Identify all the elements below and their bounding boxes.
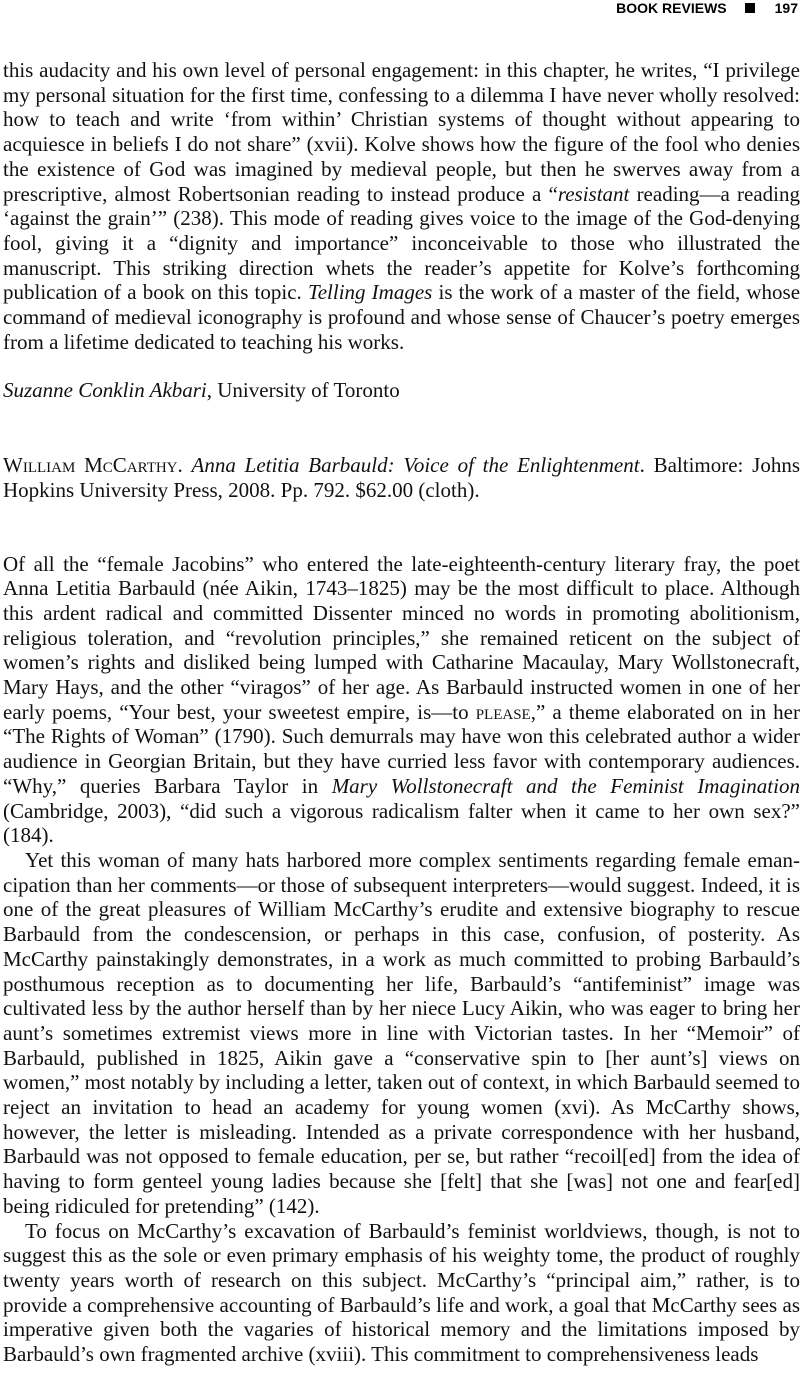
previous-review-closing-paragraph: this audacity and his own level of personal engagement: in this chapter, he writes, “I privilege my personal situation for the first time, confessing to a dilemma I have never wholly resolved: how to teach and write ‘from within’ Christian systems of thought without appearing to acquiesce in beliefs I do not share” (xvii). Kolve shows how the figure of the fool who denies the existence of God was imagined by medieval people, but then he swerves away from a prescriptive, almost Robertsonian reading to instead produce a “resistant reading—a reading ‘against the grain’” (238). This mode of reading gives voice to the image of the God-denying fool, giving it a “dignity and importance” inconceivable to those who illustrated the manuscript. This striking direction whets the reader’s appetite for Kolve’s forthcoming publication of a book on this topic. Telling Images is the work of a master of the field, whose command of medieval iconography is profound and whose sense of Chaucer’s poetry emerges from a lifetime dedicated to teaching his works. <box>3 58 800 354</box>
citation-publication: . Baltimore: Johns Hopkins University Press, 2008. Pp. 792. $62.00 (cloth). <box>3 453 800 502</box>
citation-author: William McCarthy <box>3 453 178 478</box>
separator-square-icon <box>745 3 755 13</box>
page-number: 197 <box>774 0 798 16</box>
book-citation: William McCarthy. Anna Letitia Barbauld: Voice of the Enlightenment. Baltimore: Johns Hopkins University Press, 2008. Pp. 792. $62.00 (cloth). <box>3 453 800 502</box>
review-paragraph-3: To focus on McCarthy’s excavation of Barbauld’s feminist worldviews, though, is not to suggest this as the sole or even primary emphasis of his weighty tome, the product of roughly twenty years worth of research on this subject. McCarthy’s “principal aim,” rather, is to provide a comprehensive accounting of Barbauld’s life and work, a goal that McCarthy sees as imperative given both the vagaries of historical memory and the limitations imposed by Barbauld’s own fragmented archive (xviii). This commitment to comprehensiveness leads <box>3 1218 800 1367</box>
citation-title: Anna Letitia Barbauld: Voice of the Enlightenment <box>191 453 640 478</box>
section-title: BOOK REVIEWS <box>616 0 727 16</box>
spacer <box>3 403 800 453</box>
reviewer-signature <box>3 378 800 403</box>
review-paragraph-2: Yet this woman of many hats harbored more complex sentiments regarding female emancipation than her comments—or those of subsequent interpreters—would suggest. Indeed, it is one of the great pleasures of William McCarthy’s erudite and extensive biography to rescue Barbauld from the condescension, or perhaps in this case, confusion, of posterity. As McCarthy painstakingly demonstrates, in a work as much committed to probing Barbauld’s posthumous reception as to documenting her life, Barbauld’s “antifeminist” image was cultivated less by the author herself than by her niece Lucy Aikin, who was eager to bring her aunt’s sometimes extremist views more in line with Victorian tastes. In her “Memoir” of Barbauld, published in 1825, Aikin gave a “conservative spin to [her aunt’s] views on women,” most notably by including a letter, taken out of context, in which Barbauld seemed to reject an invitation to head an academy for young women (xvi). As McCarthy shows, however, the letter is misleading. Intended as a private correspondence with her husband, Barbauld was not opposed to female education, per se, but rather “recoil[ed] from the idea of having to form genteel young ladies because she [felt] that she [was] not one and fear[ed] being ridiculed for pretending” (142). <box>3 847 800 1218</box>
reviewer-name: Suzanne Conklin Akbari <box>3 378 207 403</box>
spacer <box>3 354 800 378</box>
review-paragraph-1: Of all the “female Jacobins” who entered the late-eighteenth-century literary fray, the poet Anna Letitia Barbauld (née Aikin, 1743–1825) may be the most difficult to place. Although this ardent radical and committed Dissenter minced no words in promoting abolitionism, religious toleration, and “revolution principles,” she remained reticent on the subject of women’s rights and disliked being lumped with Catharine Macaulay, Mary Wollstonecraft, Mary Hays, and the other “viragos” of her age. As Barbauld instructed women in one of her early poems, “Your best, your sweetest empire, is—to please,” a theme elaborated on in her “The Rights of Woman” (1790). Such demurrals may have won this celebrated author a wider audience in Georgian Britain, but they have curried less favor with contemporary audiences. “Why,” queries Barbara Taylor in Mary Wollstonecraft and the Feminist Imagination (Cambridge, 2003), “did such a vigorous radicalism falter when it came to her own sex?” (184). <box>3 551 800 848</box>
page-body <box>3 58 800 1367</box>
reviewer-affiliation: , University of Toronto <box>206 378 400 403</box>
running-header <box>0 0 800 24</box>
spacer <box>3 503 800 552</box>
